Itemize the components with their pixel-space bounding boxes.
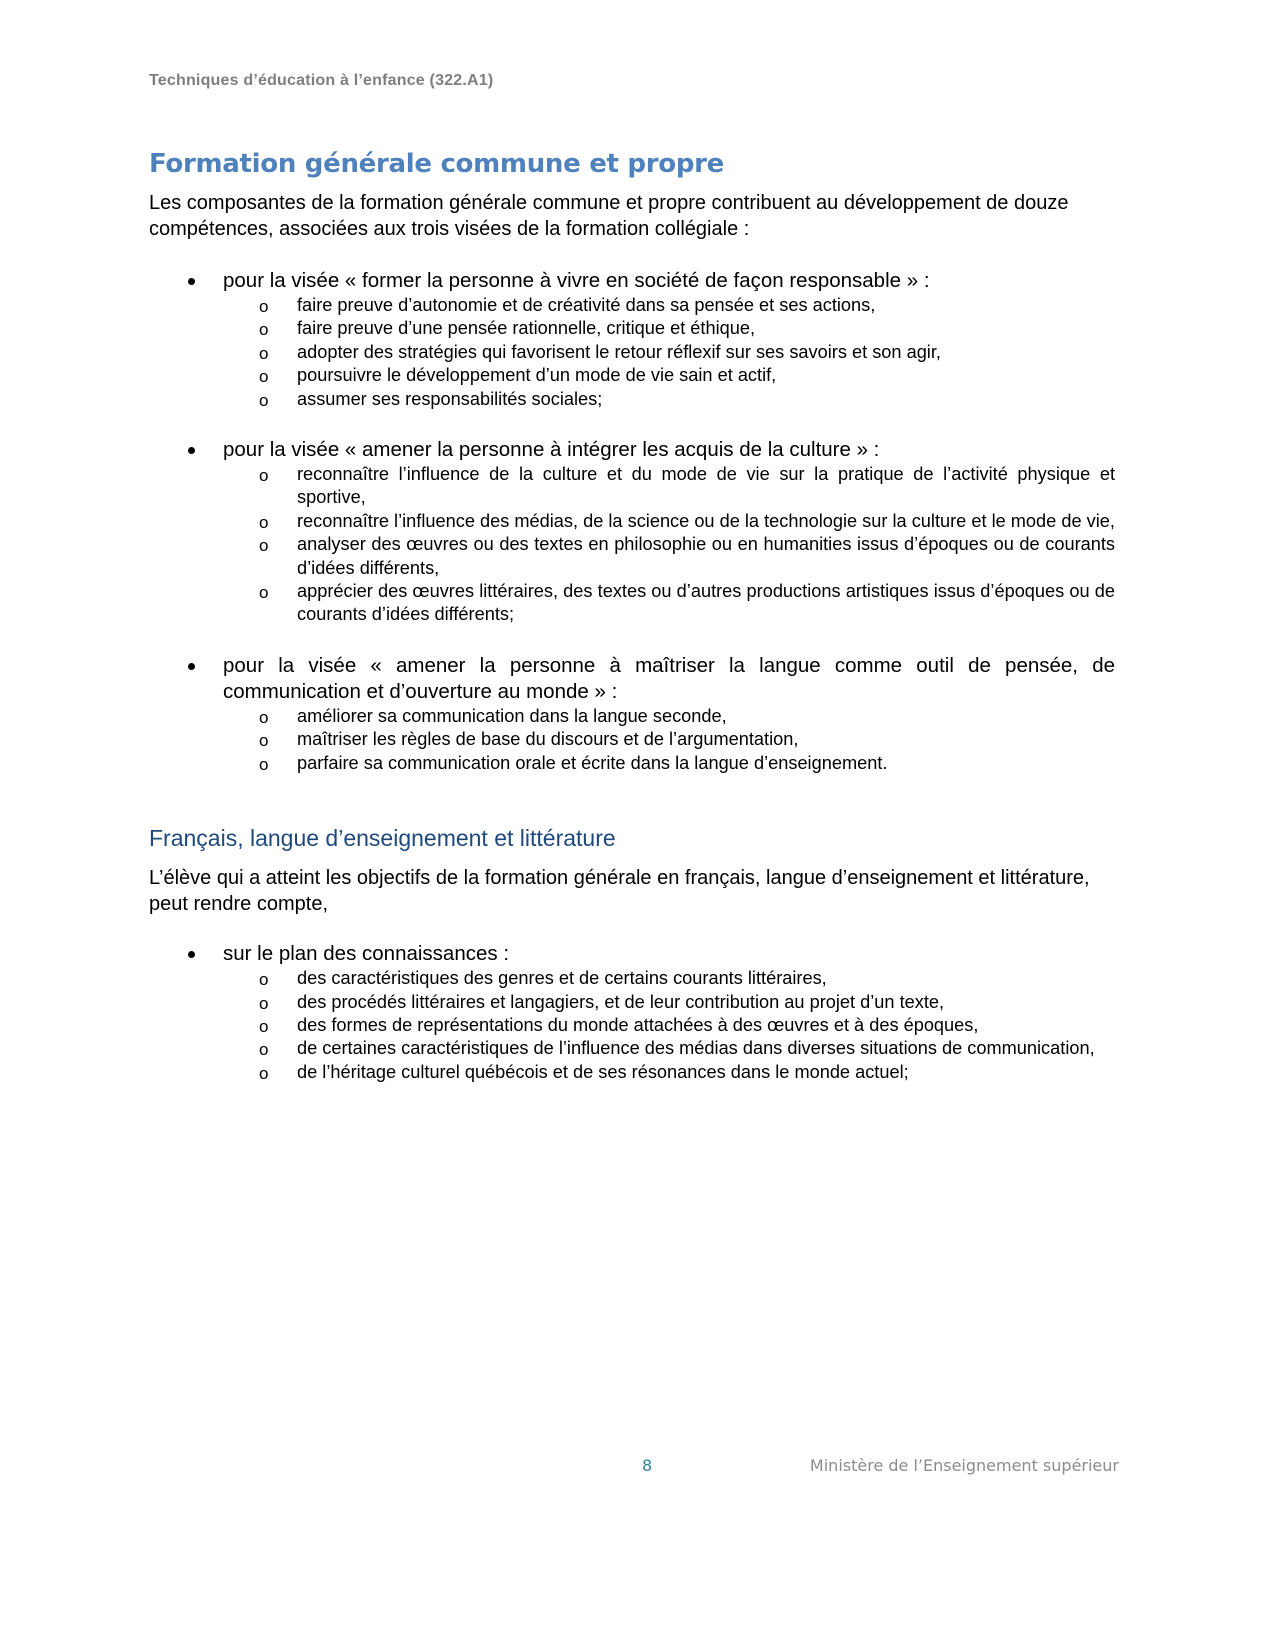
bullet-item: pour la visée « amener la personne à maîtriser la langue comme outil de pensée, de communication et d’ouverture au monde » : xyxy=(149,653,1115,705)
bullet-item: pour la visée « amener la personne à intégrer les acquis de la culture » : xyxy=(149,437,1115,463)
sub-bullet-item: o apprécier des œuvres littéraires, des textes ou d’autres productions artistiques issus d’époques ou de courants d’idées différents; xyxy=(149,580,1115,627)
sub-bullet-item: o des procédés littéraires et langagiers, et de leur contribution au projet d’un texte, xyxy=(149,991,1115,1014)
sub-bullet-item: o améliorer sa communication dans la langue seconde, xyxy=(149,705,1115,728)
sub-bullet-item: o de l’héritage culturel québécois et de ses résonances dans le monde actuel; xyxy=(149,1061,1115,1084)
bullet-item: sur le plan des connaissances : xyxy=(149,941,1115,967)
bullet-group xyxy=(149,941,1115,1084)
sub-bullet-item: o maîtriser les règles de base du discours et de l’argumentation, xyxy=(149,728,1115,751)
subsection-title: Français, langue d’enseignement et littérature xyxy=(149,825,616,852)
running-header: Techniques d’éducation à l’enfance (322.A1) xyxy=(149,72,494,89)
page-number: 8 xyxy=(642,1456,653,1475)
sub-bullet-item: o des caractéristiques des genres et de certains courants littéraires, xyxy=(149,967,1115,990)
footer-ministry: Ministère de l’Enseignement supérieur xyxy=(809,1456,1119,1475)
sub-bullet-item: o analyser des œuvres ou des textes en philosophie ou en humanities issus d’époques ou de courants d’idées différents, xyxy=(149,533,1115,580)
sub-bullet-item: o assumer ses responsabilités sociales; xyxy=(149,388,1115,411)
sub-bullet-item: o parfaire sa communication orale et écrite dans la langue d’enseignement. xyxy=(149,752,1115,775)
subsection-intro: L’élève qui a atteint les objectifs de la formation générale en français, langue d’enseignement et littérature, peut rendre compte, xyxy=(149,867,1090,916)
sub-bullet-item: o des formes de représentations du monde attachées à des œuvres et à des époques, xyxy=(149,1014,1115,1037)
bullet-group xyxy=(149,653,1115,775)
section-title: Formation générale commune et propre xyxy=(149,149,724,179)
sub-bullet-item: o de certaines caractéristiques de l’influence des médias dans diverses situations de communication, xyxy=(149,1037,1115,1060)
sub-bullet-item: o reconnaître l’influence de la culture et du mode de vie sur la pratique de l’activité physique et sportive, xyxy=(149,463,1115,510)
page-content xyxy=(149,146,1115,1084)
sub-bullet-item: o adopter des stratégies qui favorisent le retour réflexif sur ses savoirs et son agir, xyxy=(149,341,1115,364)
sub-bullet-item: o faire preuve d’une pensée rationnelle, critique et éthique, xyxy=(149,317,1115,340)
bullet-group xyxy=(149,437,1115,627)
section-intro: Les composantes de la formation générale commune et propre contribuent au développement de douze compétences, associées aux trois visées de la formation collégiale : xyxy=(149,192,1069,240)
sub-bullet-item: o poursuivre le développement d’un mode de vie sain et actif, xyxy=(149,364,1115,387)
bullet-group xyxy=(149,268,1115,411)
sub-bullet-item: o reconnaître l’influence des médias, de la science ou de la technologie sur la culture et le mode de vie, xyxy=(149,510,1115,533)
bullet-item: pour la visée « former la personne à vivre en société de façon responsable » : xyxy=(149,268,1115,294)
sub-bullet-item: o faire preuve d’autonomie et de créativité dans sa pensée et ses actions, xyxy=(149,294,1115,317)
